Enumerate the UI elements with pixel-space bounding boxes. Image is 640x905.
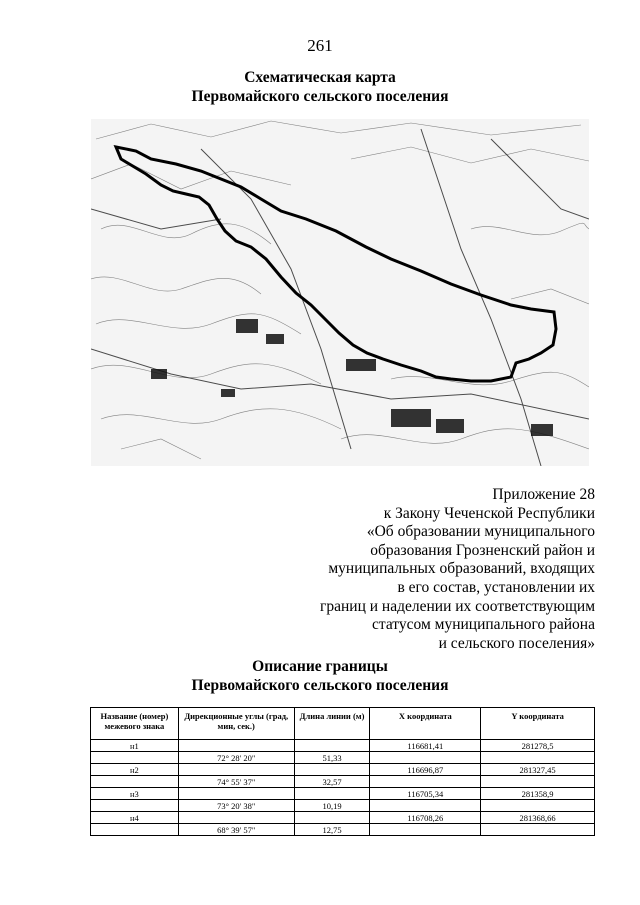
cell-point: [91, 752, 179, 764]
cell-y: 281358,9: [481, 788, 595, 800]
appendix-line: и сельского поселения»: [438, 634, 595, 652]
map-title-line-2: Первомайского сельского поселения: [191, 88, 449, 105]
cell-length: [294, 788, 370, 800]
cell-y: [481, 776, 595, 788]
header-point-name: Название (номер) межевого знака: [91, 708, 179, 740]
cell-angle: [178, 740, 294, 752]
appendix-line: статусом муниципального района: [371, 616, 595, 634]
cell-point: [91, 800, 179, 812]
table-header-row: [91, 708, 595, 740]
cell-y: 281278,5: [481, 740, 595, 752]
appendix-line: муниципальных образований, входящих: [328, 560, 595, 578]
description-title-line-2: Первомайского сельского поселения: [191, 677, 449, 694]
cell-length: 51,33: [294, 752, 370, 764]
cell-x: [370, 800, 481, 812]
cell-angle: [178, 764, 294, 776]
cell-length: 10,19: [294, 800, 370, 812]
table-row: [91, 776, 595, 788]
cell-y: [481, 824, 595, 836]
cell-angle: 72° 28' 20": [178, 752, 294, 764]
cell-x: [370, 824, 481, 836]
cell-point: н3: [91, 788, 179, 800]
cell-y: 281327,45: [481, 764, 595, 776]
cell-x: [370, 752, 481, 764]
map-title: [0, 68, 640, 106]
cell-point: н2: [91, 764, 179, 776]
appendix-line: образования Грозненский район и: [370, 541, 595, 559]
boundary-description-title: [0, 657, 640, 695]
cell-angle: 73° 20' 38": [178, 800, 294, 812]
cell-x: 116705,34: [370, 788, 481, 800]
table-row: [91, 788, 595, 800]
table-row: [91, 800, 595, 812]
map-title-line-1: Схематическая карта: [244, 69, 396, 86]
cell-x: 116708,26: [370, 812, 481, 824]
cell-angle: 74° 55' 37": [178, 776, 294, 788]
appendix-line: «Об образовании муниципального: [366, 523, 595, 541]
cell-point: [91, 824, 179, 836]
appendix-line: к Закону Чеченской Республики: [383, 504, 595, 522]
table-row: [91, 824, 595, 836]
cell-x: 116696,87: [370, 764, 481, 776]
table-row: [91, 812, 595, 824]
cell-x: [370, 776, 481, 788]
cell-angle: 68° 39' 57": [178, 824, 294, 836]
appendix-line: Приложение 28: [492, 486, 595, 503]
cell-length: 32,57: [294, 776, 370, 788]
cell-x: 116681,41: [370, 740, 481, 752]
cell-point: н4: [91, 812, 179, 824]
cell-point: [91, 776, 179, 788]
cell-point: н1: [91, 740, 179, 752]
page-number: 261: [307, 36, 333, 55]
appendix-line: в его состав, установлении их: [397, 578, 595, 596]
header-x-coordinate: X координата: [370, 708, 481, 740]
table-row: [91, 740, 595, 752]
cell-y: [481, 800, 595, 812]
header-y-coordinate: Y координата: [481, 708, 595, 740]
cell-y: 281368,66: [481, 812, 595, 824]
cell-length: [294, 812, 370, 824]
header-line-length: Длина линии (м): [294, 708, 370, 740]
table-row: [91, 764, 595, 776]
cell-y: [481, 752, 595, 764]
cell-length: [294, 764, 370, 776]
cell-length: 12,75: [294, 824, 370, 836]
boundary-table: [90, 707, 595, 836]
table-row: [91, 752, 595, 764]
cell-angle: [178, 788, 294, 800]
cell-angle: [178, 812, 294, 824]
description-title-line-1: Описание границы: [252, 658, 388, 675]
appendix-line: границ и наделении их соответствующим: [320, 597, 595, 615]
schematic-map: [91, 119, 589, 466]
header-direction-angle: Дирекционные углы (град, мин, сек.): [178, 708, 294, 740]
cell-length: [294, 740, 370, 752]
appendix-block: [255, 486, 595, 653]
